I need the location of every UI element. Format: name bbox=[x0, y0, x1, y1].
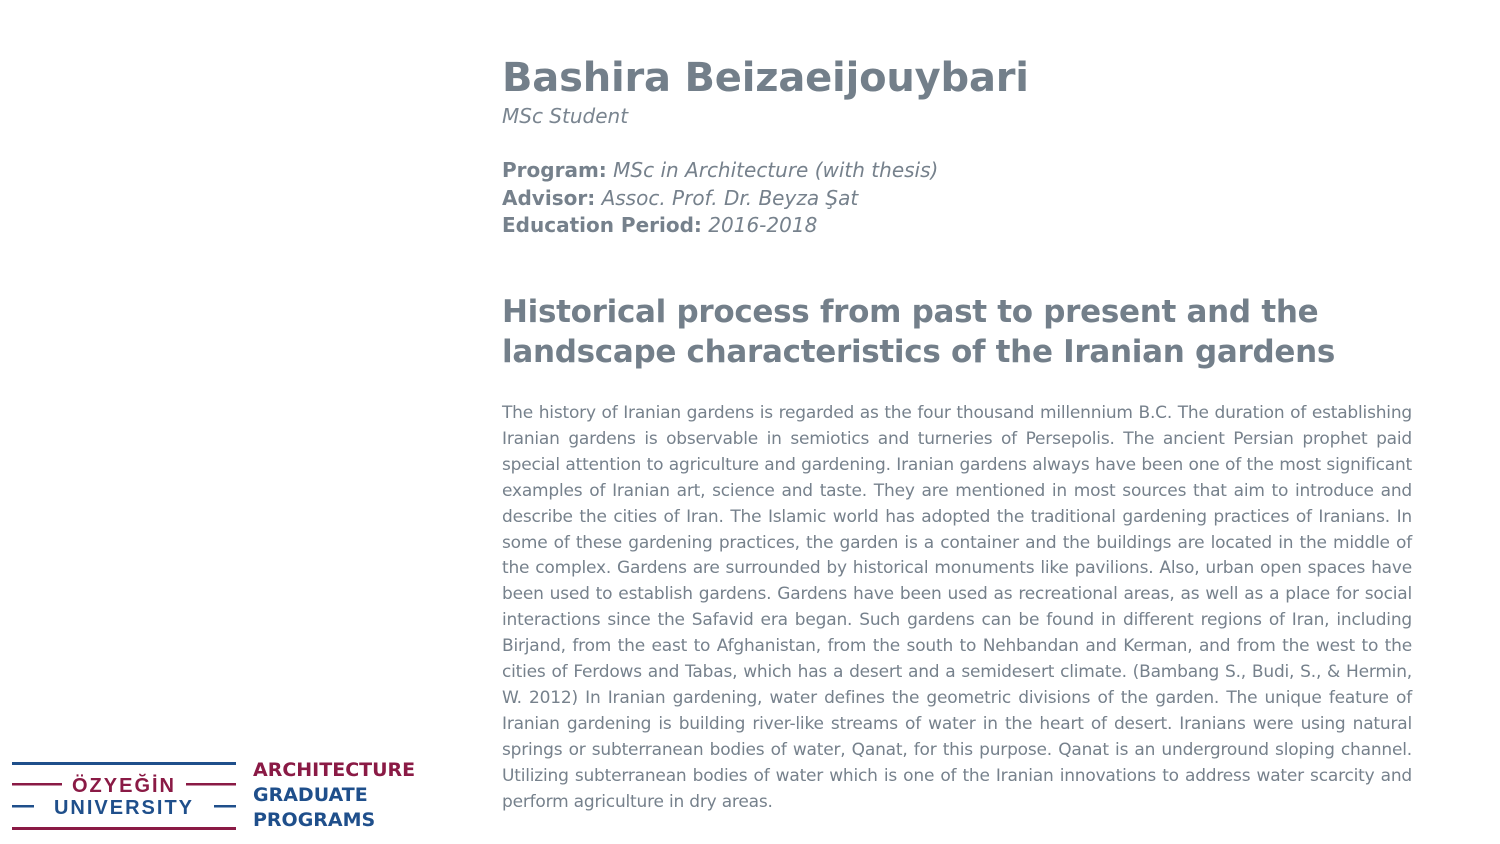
program-row bbox=[502, 157, 938, 185]
program-block bbox=[253, 758, 415, 833]
logo-rule-bottom bbox=[12, 827, 236, 830]
logo-line-right-1 bbox=[186, 783, 236, 786]
logo-word-2: UNIVERSITY bbox=[53, 797, 195, 819]
advisor-label: Advisor: bbox=[502, 185, 596, 210]
logo-line-left-1 bbox=[12, 783, 62, 786]
advisor-value: Assoc. Prof. Dr. Beyza Şat bbox=[601, 185, 859, 210]
program-line-graduate: GRADUATE bbox=[253, 784, 368, 806]
university-logo-mark bbox=[12, 762, 236, 830]
thesis-abstract: The history of Iranian gardens is regarded as the four thousand millennium B.C. The duration of establishing Iranian gardens is observable in semiotics and turneries of Persepolis. The ancient Persian prophet paid special attention to agriculture and gardening. Iranian gardens always have been one of the most significant examples of Iranian art, science and taste. They are mentioned in most sources that aim to introduce and describe the cities of Iran. The Islamic world has adopted the traditional gardening practices of Iranians. In some of these gardening practices, the garden is a container and the buildings are located in the middle of the complex. Gardens are surrounded by historical monuments like pavilions. Also, urban open spaces have been used to establish gardens. Gardens have been used as recreational areas, as well as a place for social interactions since the Safavid era began. Such gardens can be found in different regions of Iran, including Birjand, from the east to Afghanistan, from the south to Nehbandan and Kerman, and from the west to the cities of Ferdows and Tabas, which has a desert and a semidesert climate. (Bambang S., Budi, S., & Hermin, W. 2012) In Iranian gardening, water defines the geometric divisions of the garden. The unique feature of Iranian gardening is building river-like streams of water in the heart of desert. Iranians were using natural springs or subterranean bodies of water, Qanat, for this purpose. Qanat is an underground sloping channel. Utilizing subterranean bodies of water which is one of the Iranian innovations to address water scarcity and perform agriculture in dry areas. bbox=[502, 403, 1412, 812]
thesis-title: Historical process from past to present and the landscape characteristics of the Iranian gardens bbox=[502, 294, 1336, 370]
logo-rule-top bbox=[12, 762, 236, 765]
advisor-row bbox=[502, 185, 938, 213]
student-details bbox=[502, 157, 938, 240]
program-label: Program: bbox=[502, 158, 607, 182]
logo-word-1: ÖZYEĞİN bbox=[71, 775, 177, 797]
university-logo bbox=[12, 762, 236, 830]
student-name: Bashira Beizaeijouybari bbox=[502, 55, 1029, 101]
logo-line-left-2 bbox=[12, 805, 34, 808]
program-line-programs: PROGRAMS bbox=[253, 809, 376, 831]
period-label: Education Period: bbox=[502, 213, 702, 237]
program-value: MSc in Architecture (with thesis) bbox=[613, 158, 939, 182]
program-line-architecture: ARCHITECTURE bbox=[253, 759, 416, 781]
student-role: MSc Student bbox=[502, 104, 629, 128]
period-value: 2016-2018 bbox=[708, 213, 818, 237]
period-row bbox=[502, 212, 938, 240]
logo-line-right-2 bbox=[214, 805, 236, 808]
